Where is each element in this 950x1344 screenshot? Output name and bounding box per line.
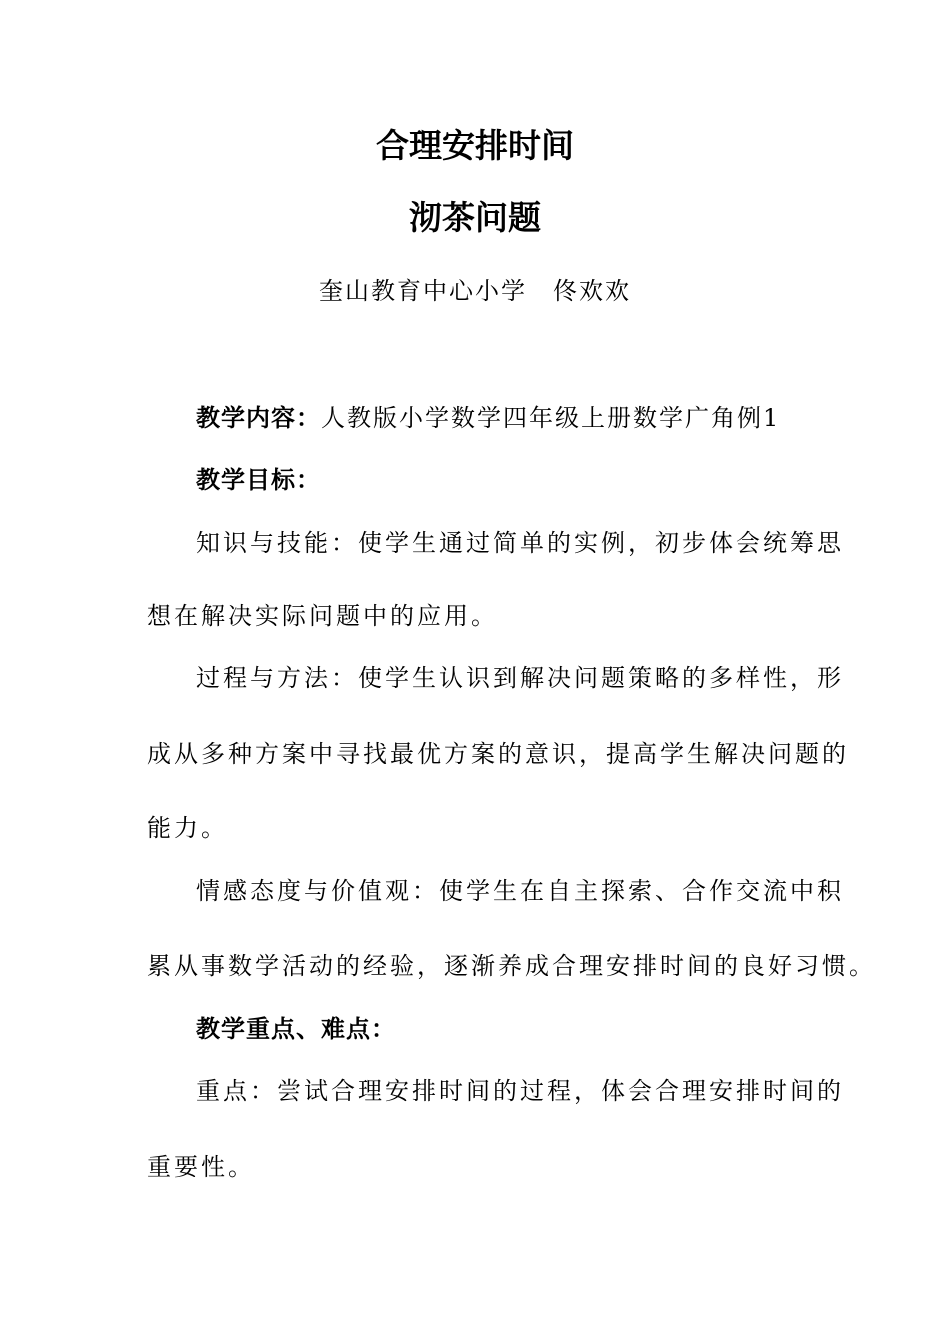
process-method-line-3: 能力。 <box>147 814 228 842</box>
knowledge-skill-line-2: 想在解决实际问题中的应用。 <box>147 602 498 630</box>
emotion-values-line-1: 情感态度与价值观：使学生在自主探索、合作交流中积 <box>196 877 844 905</box>
focus-line-1: 重点：尝试合理安排时间的过程，体会合理安排时间的 <box>196 1077 844 1105</box>
document-subtitle: 沏茶问题 <box>409 198 541 237</box>
document-title: 合理安排时间 <box>376 126 574 165</box>
process-method-line-1: 过程与方法：使学生认识到解决问题策略的多样性，形 <box>196 664 844 692</box>
teaching-content-text: 人教版小学数学四年级上册数学广角例1 <box>321 404 781 432</box>
keypoints-heading: 教学重点、难点： <box>196 1015 396 1043</box>
emotion-values-line-2: 累从事数学活动的经验，逐渐养成合理安排时间的良好习惯。 <box>147 952 876 980</box>
process-method-line-2: 成从多种方案中寻找最优方案的意识，提高学生解决问题的 <box>147 740 849 768</box>
teaching-content-line <box>196 402 896 434</box>
knowledge-skill-line-1: 知识与技能：使学生通过简单的实例，初步体会统筹思 <box>196 529 844 557</box>
objectives-heading: 教学目标： <box>196 466 321 494</box>
teaching-content-label: 教学内容： <box>196 404 321 432</box>
author-line: 奎山教育中心小学 佟欢欢 <box>319 277 631 305</box>
focus-line-2: 重要性。 <box>147 1153 255 1181</box>
